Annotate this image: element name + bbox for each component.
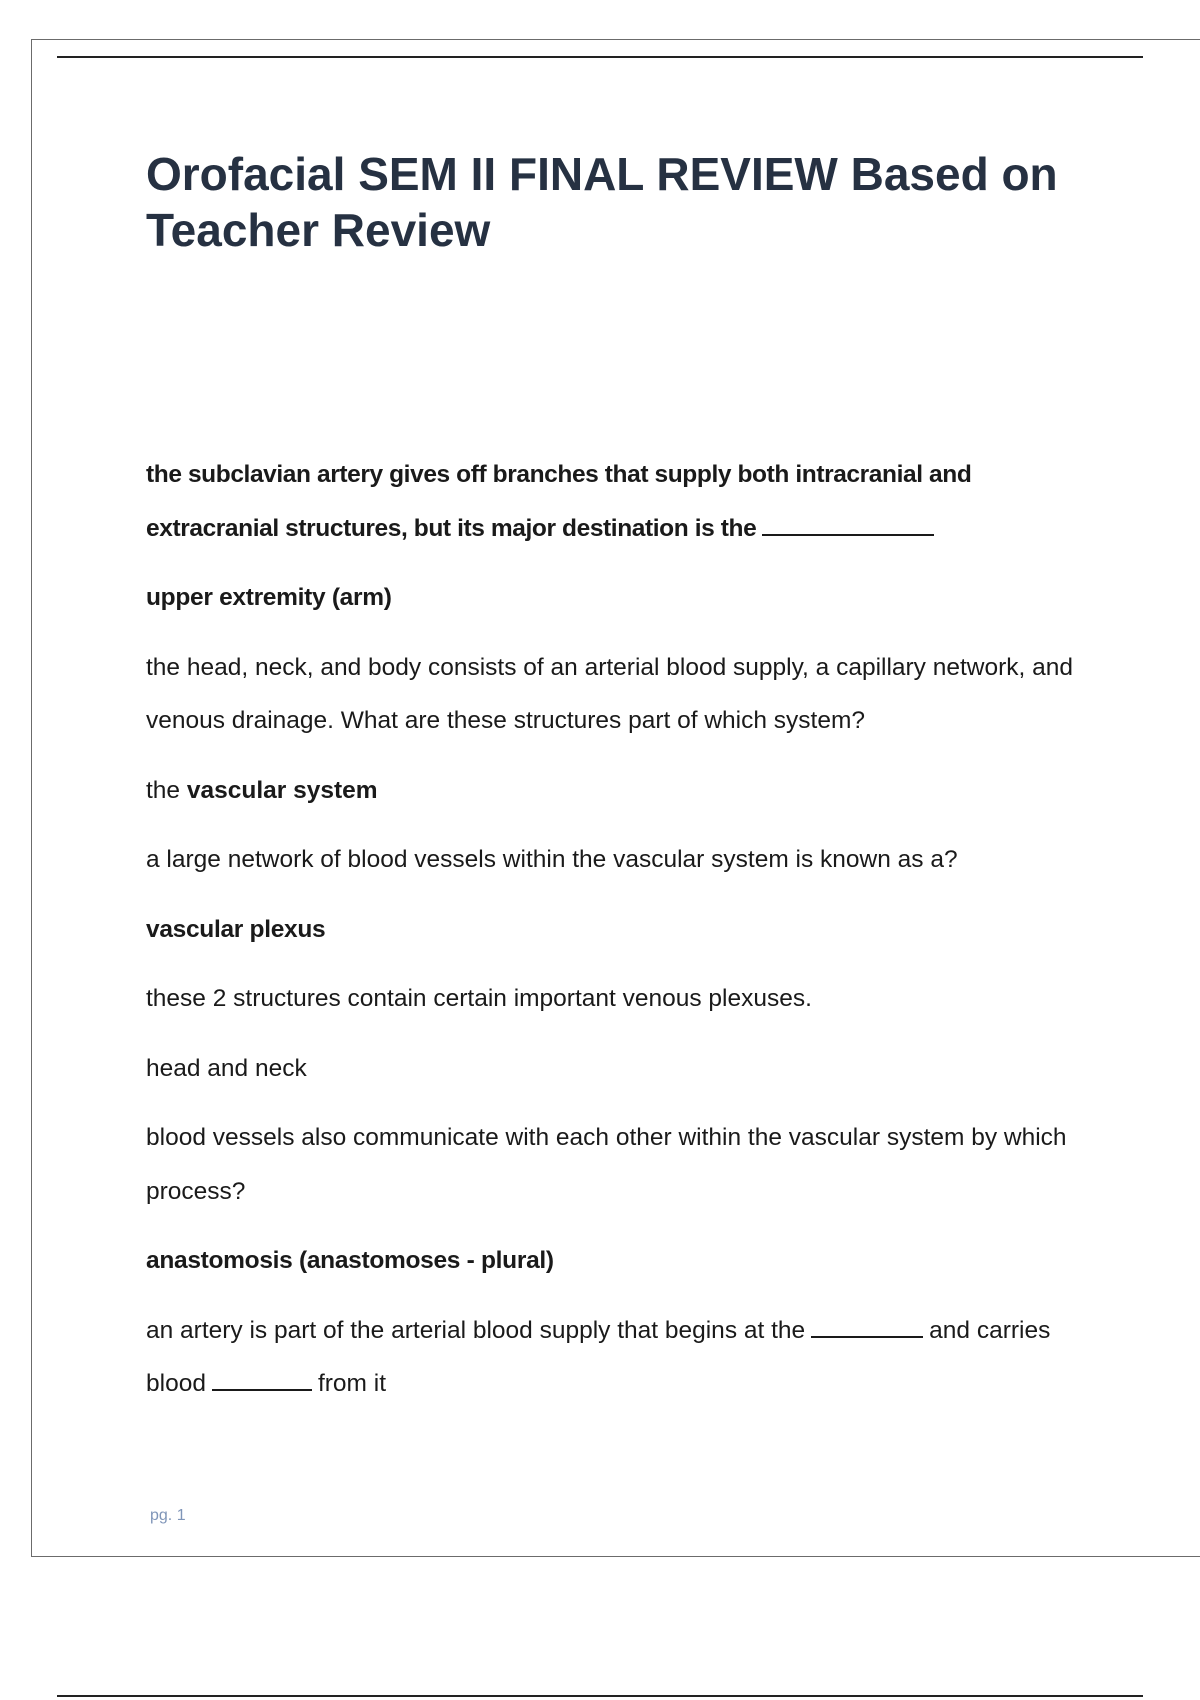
answer-3: vascular plexus [146, 915, 326, 943]
fill-blank [762, 533, 934, 536]
document-title: Orofacial SEM II FINAL REVIEW Based on Teacher Review [146, 148, 1058, 256]
question-1 [146, 448, 1106, 555]
question-6-part-2: and carries blood [146, 1316, 1051, 1397]
fill-blank [811, 1335, 923, 1338]
question-6 [146, 1304, 1106, 1411]
answer-2-prefix: the [146, 776, 181, 804]
question-6-part-1: an artery is part of the arterial blood supply that begins at the [146, 1316, 806, 1344]
question-3: a large network of blood vessels within the vascular system is known as a? [146, 846, 958, 873]
question-2: the head, neck, and body consists of an arterial blood supply, a capillary network, and venous drainage. What are these structures part of which system? [146, 653, 1074, 734]
question-1-text: the subclavian artery gives off branches that supply both intracranial and extracranial structures, but its major destination is the [146, 461, 972, 542]
question-4: these 2 structures contain certain important venous plexuses. [146, 985, 812, 1012]
footer-rule [57, 1695, 1143, 1697]
fill-blank [212, 1388, 312, 1391]
qa-list [146, 448, 1106, 1411]
question-5: blood vessels also communicate with each other within the vascular system by which process? [146, 1124, 1067, 1205]
answer-5: anastomosis (anastomoses - plural) [146, 1247, 554, 1274]
answer-1: upper extremity (arm) [146, 584, 392, 611]
header-rule [57, 56, 1143, 58]
answer-2 [146, 764, 1106, 818]
page-number: pg. 1 [150, 1507, 186, 1524]
answer-4: head and neck [146, 1054, 307, 1082]
answer-2-bold: vascular system [186, 776, 378, 804]
question-6-part-3: from it [317, 1370, 387, 1397]
